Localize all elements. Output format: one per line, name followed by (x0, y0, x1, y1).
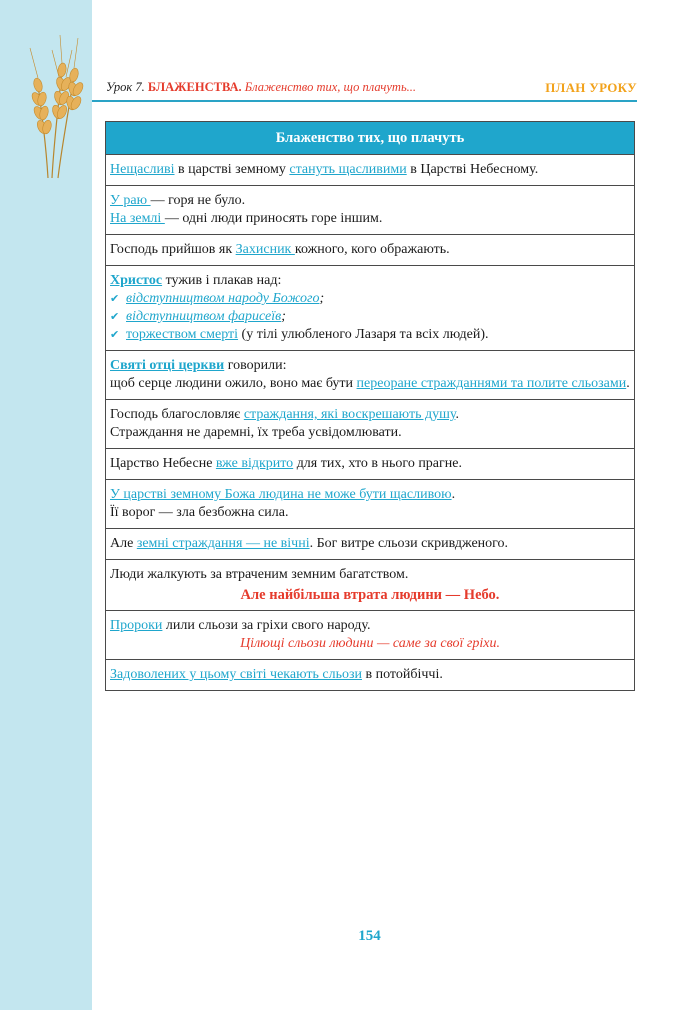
table-row (106, 235, 635, 266)
checkmark-icon: ✔ (110, 311, 120, 323)
row-text: . Бог витре сльози скривдженого. (309, 536, 509, 551)
row-text: для тих, хто в нього прагне. (293, 456, 462, 471)
header-divider (92, 100, 637, 102)
table-row (106, 660, 635, 691)
highlight-text: Але найбільша втрата людини — Небо. (240, 587, 500, 603)
table-row (106, 480, 635, 529)
row-text: (у тілі улюбленого Лазаря та всіх людей). (238, 327, 489, 342)
table-row (106, 351, 635, 400)
link-text[interactable]: вже відкрито (215, 456, 294, 471)
row-text: — горя не було. (150, 193, 246, 208)
page-number: 154 (358, 928, 381, 944)
link-text[interactable]: земні страждання — не вічні (136, 536, 310, 551)
link-text[interactable]: Святі отці церкви (110, 358, 225, 373)
row-text: . (455, 407, 459, 422)
row-text: Царство Небесне (110, 456, 216, 471)
link-text[interactable]: відступництвом фарисеїв (126, 309, 282, 324)
checkmark-icon: ✔ (110, 329, 120, 341)
table-row (106, 155, 635, 186)
link-text[interactable]: У царстві земному Божа людина не може бути щасливою (110, 487, 452, 502)
list-item (110, 326, 630, 344)
table-row (106, 400, 635, 449)
row-text: Її ворог — зла безбожна сила. (110, 505, 289, 520)
link-text[interactable]: торжеством смерті (126, 327, 239, 342)
row-text: . (626, 376, 630, 391)
link-text[interactable]: Христос (110, 273, 163, 288)
link-text[interactable]: Пророки (110, 618, 163, 633)
check-list (110, 290, 630, 344)
table-row (106, 611, 635, 660)
list-item (110, 290, 630, 308)
row-text: кожного, кого ображають. (294, 242, 450, 257)
list-item (110, 308, 630, 326)
highlight-text: Цілющі сльози людини — саме за свої гріхи. (240, 636, 500, 651)
lesson-header (106, 80, 637, 98)
row-text: тужив і плакав над: (162, 273, 282, 288)
table-row (106, 529, 635, 560)
checkmark-icon: ✔ (110, 293, 120, 305)
row-text: лили сльози за гріхи свого народу. (162, 618, 371, 633)
row-text: Страждання не даремні, їх треба усвідомлювати. (110, 425, 402, 440)
link-text[interactable]: страждання, які воскрешають душу (243, 407, 456, 422)
row-text: в Царстві Небесному. (406, 162, 539, 177)
row-text: в потойбіччі. (362, 667, 443, 682)
link-text[interactable]: Нещасливі (110, 162, 175, 177)
lesson-table (105, 121, 635, 691)
row-text: Господь прийшов як (110, 242, 236, 257)
table-row (106, 449, 635, 480)
link-text[interactable]: переоране стражданнями та полите сльозами (356, 376, 627, 391)
lesson-subtitle: Блаженство тих, що плачуть... (244, 80, 417, 94)
link-text[interactable]: стануть щасливими (289, 162, 407, 177)
row-text: Люди жалкують за втраченим земним багатством. (110, 567, 409, 582)
wheat-icon (22, 30, 92, 180)
link-text[interactable]: На землі (110, 211, 165, 226)
table-row (106, 560, 635, 611)
link-text[interactable]: відступництвом народу Божого (126, 291, 320, 306)
row-text: . (451, 487, 456, 502)
table-heading: Блаженство тих, що плачуть (106, 122, 635, 155)
link-text[interactable]: У раю (110, 193, 151, 208)
row-text: Але (110, 536, 137, 551)
row-text: ; (319, 291, 325, 306)
table-row (106, 266, 635, 351)
row-text: щоб серце людини ожило, воно має бути (110, 376, 357, 391)
table-row (106, 186, 635, 235)
row-text: в царстві земному (174, 162, 290, 177)
row-text: — одні люди приносять горе іншим. (164, 211, 383, 226)
row-text: ; (281, 309, 286, 324)
lesson-number: Урок 7. (106, 80, 145, 94)
lesson-title: БЛАЖЕНСТВА. (147, 80, 242, 94)
link-text[interactable]: Захисник (235, 242, 295, 257)
link-text[interactable]: Задоволених у цьому світі чекають сльози (110, 667, 362, 682)
row-text: Господь благословляє (110, 407, 244, 422)
lesson-plan-label: ПЛАН УРОКУ (545, 80, 637, 95)
row-text: говорили: (224, 358, 287, 373)
